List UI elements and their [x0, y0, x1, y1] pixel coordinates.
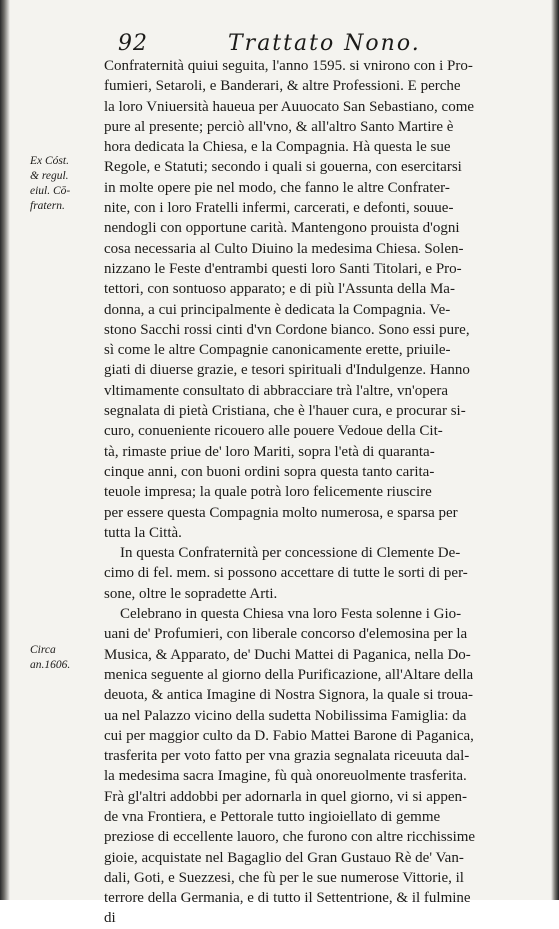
text-line: vltimamente consultato di abbracciare trà l'altre, vn'opera: [104, 382, 449, 399]
text-line: di: [104, 910, 116, 927]
text-line: in molte opere pie nel modo, che fanno le altre Confrater-: [104, 179, 450, 196]
text-line: Frà gl'altri addobbi per adornarla in quel giorno, vi si appen-: [104, 788, 468, 805]
page-header: [118, 30, 538, 58]
text-line: nizzano le Feste d'entrambi questi loro Santi Titolari, e Pro-: [104, 260, 462, 277]
text-line: cimo di fel. mem. si possono accettare di tutte le sorti di per-: [104, 565, 468, 582]
text-line: tà, rimaste priue de' loro Mariti, sopra l'età di quaranta-: [104, 443, 435, 460]
text-line: donna, a cui principalmente è dedicata la Compagnia. Ve-: [104, 301, 451, 318]
text-line: cosa necessaria al Culto Diuino la medesima Chiesa. Solen-: [104, 240, 464, 257]
text-line: de vna Frontiera, e Pettorale tutto ingioiellato di gemme: [104, 808, 441, 825]
text-line: preziose di eccellente lauoro, che furono con altre ricchissime: [104, 829, 476, 846]
text-line: cui per maggior culto da D. Fabio Mattei Barone di Paganica,: [104, 727, 474, 744]
text-line: hora dedicata la Chiesa, e la Compagnia. Hà questa le sue: [104, 139, 451, 156]
text-line: nite, con i loro Fratelli infermi, carcerati, e defonti, souue-: [104, 200, 454, 217]
text-line: uani de' Profumieri, con liberale concorso d'elemosina per la: [104, 626, 468, 643]
text-line: per essere questa Compagnia molto numerosa, e sparsa per: [104, 504, 458, 521]
text-line: tutta la Città.: [104, 524, 182, 541]
text-line: Celebrano in questa Chiesa vna loro Festa solenne i Gio-: [120, 606, 462, 623]
page-number: 92: [118, 31, 148, 56]
text-line: nendogli con opportune carità. Mantengono prouista d'ogni: [104, 220, 460, 237]
text-line: fumieri, Setaroli, e Banderari, & altre Professioni. E perche: [104, 78, 461, 95]
text-line: deuota, & antica Imagine di Nostra Signora, la quale si troua-: [104, 687, 474, 704]
page-gutter-shadow: [0, 0, 10, 900]
text-line: sone, oltre le sopradette Arti.: [104, 585, 278, 602]
text-line: menica seguente al giorno della Purificazione, all'Altare della: [104, 666, 474, 683]
margin-note-statutes: [30, 154, 100, 214]
text-line: terrore della Germania, e di tutto il Settentrione, & il fulmine: [104, 890, 471, 907]
text-line: Regole, e Statuti; secondo i quali si gouerna, con esercitarsi: [104, 159, 462, 176]
text-line: segnalata di pietà Cristiana, che è l'hauer cura, e procurar si-: [104, 403, 466, 420]
margin-note-line: Circa: [30, 644, 56, 656]
margin-note-line: fratern.: [30, 200, 65, 212]
main-text-block: [104, 56, 544, 929]
paragraph: [104, 604, 544, 929]
running-head: Trattato Nono.: [228, 31, 421, 56]
text-line: la medesima sacra Imagine, fù quà onoreuolmente trasferita.: [104, 768, 467, 785]
text-line: sì come le altre Compagnie canonicamente erette, priuile-: [104, 342, 451, 359]
text-line: curo, conueniente ricouero alle pouere Vedoue della Cit-: [104, 423, 443, 440]
margin-note-date: [30, 643, 100, 673]
margin-note-line: & regul.: [30, 170, 69, 182]
text-line: gioie, acquistate nel Bagaglio del Gran Gustauo Rè de' Van-: [104, 849, 464, 866]
margin-note-line: Ex Cóst.: [30, 155, 69, 167]
text-line: Confraternità quiui seguita, l'anno 1595. si vnirono con i Pro-: [104, 58, 473, 74]
text-line: Musica, & Apparato, de' Duchi Mattei di Paganica, nella Do-: [104, 646, 471, 663]
text-line: trasferita per voto fatto per vna grazia segnalata riceuuta dal-: [104, 748, 470, 765]
text-line: ua nel Palazzo vicino della sudetta Nobilissima Famiglia: da: [104, 707, 467, 724]
text-line: In questa Confraternità per concessione di Clemente De-: [120, 545, 461, 562]
margin-note-line: eiul. Cō-: [30, 185, 71, 197]
text-line: teuole impresa; la quale potrà loro felicemente riuscire: [104, 484, 432, 501]
text-line: la loro Vniuersità haueua per Auuocato San Sebastiano, come: [104, 98, 475, 115]
paragraph: [104, 56, 544, 543]
page-edge-shadow: [551, 0, 559, 900]
margin-note-line: an.1606.: [30, 659, 71, 671]
text-line: dali, Goti, e Suezzesi, che fù per le sue numerose Vittorie, il: [104, 869, 464, 886]
paragraph: [104, 543, 544, 604]
text-line: pure al presente; perciò all'vno, & all'altro Santo Martire è: [104, 118, 454, 135]
text-line: cinque anni, con buoni ordini sopra questa tanto carita-: [104, 463, 435, 480]
text-line: stono Sacchi rossi cinti d'vn Cordone bianco. Sono essi pure,: [104, 321, 470, 338]
text-line: giati di diuerse grazie, e tesori spirituali d'Indulgenze. Hanno: [104, 362, 470, 379]
text-line: tettori, con sontuoso apparato; e di più l'Assunta della Ma-: [104, 281, 455, 298]
